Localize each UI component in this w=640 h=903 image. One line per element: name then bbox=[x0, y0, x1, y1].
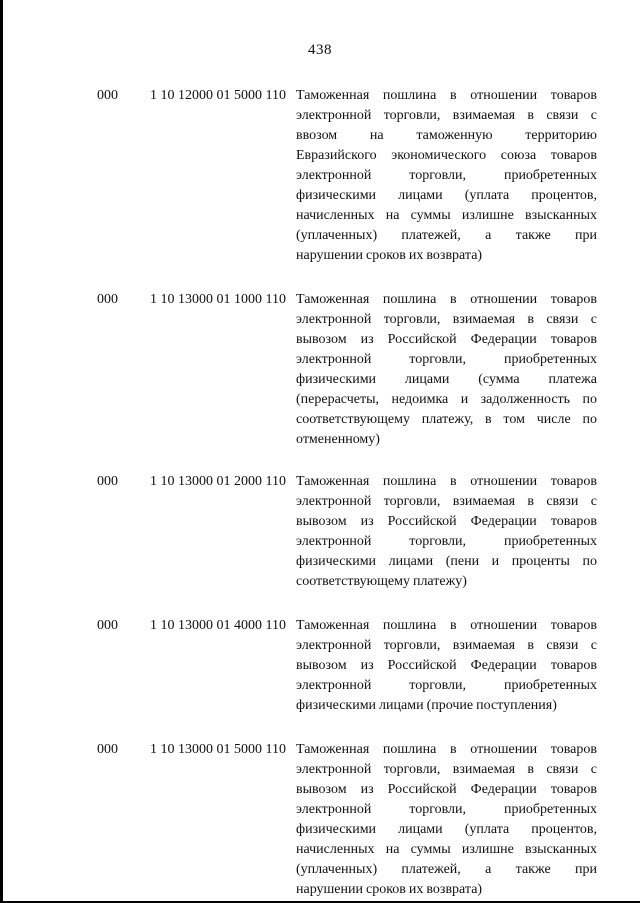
table-row bbox=[0, 616, 640, 716]
description-line: электронной торговли, взимаемая в связи с bbox=[296, 494, 597, 509]
administrator-code: 000 bbox=[97, 618, 118, 633]
description-line: электронной торговли, приобретенных bbox=[296, 802, 597, 817]
description-line: физическими лицами (сумма платежа bbox=[296, 372, 597, 387]
description-line: отмененному) bbox=[296, 432, 380, 447]
revenue-description bbox=[296, 86, 597, 266]
description-line: физическими лицами (уплата процентов, bbox=[296, 188, 597, 203]
description-line: электронной торговли, приобретенных bbox=[296, 168, 597, 183]
revenue-code: 1 10 13000 01 4000 110 bbox=[150, 618, 286, 633]
description-line: электронной торговли, взимаемая в связи с bbox=[296, 762, 597, 777]
description-line: начисленных на суммы излишне взысканных bbox=[296, 208, 597, 223]
revenue-code: 1 10 13000 01 5000 110 bbox=[150, 742, 286, 757]
description-line: электронной торговли, приобретенных bbox=[296, 678, 597, 693]
description-line: соответствующему платежу, в том числе по bbox=[296, 412, 597, 427]
description-line: физическими лицами (прочие поступления) bbox=[296, 698, 557, 713]
description-line: вывозом из Российской Федерации товаров bbox=[296, 332, 597, 347]
description-line: ввозом на таможенную территорию bbox=[296, 128, 597, 143]
revenue-code: 1 10 13000 01 1000 110 bbox=[150, 292, 286, 307]
description-line: (перерасчеты, недоимка и задолженность по bbox=[296, 392, 597, 407]
page-number: 438 bbox=[308, 42, 332, 58]
description-line: физическими лицами (пени и проценты по bbox=[296, 554, 597, 569]
description-line: соответствующему платежу) bbox=[296, 574, 467, 589]
description-line: электронной торговли, приобретенных bbox=[296, 534, 597, 549]
description-line: электронной торговли, взимаемая в связи с bbox=[296, 638, 597, 653]
description-line: вывозом из Российской Федерации товаров bbox=[296, 782, 597, 797]
administrator-code: 000 bbox=[97, 292, 118, 307]
classification-table bbox=[0, 86, 640, 900]
description-line: нарушении сроков их возврата) bbox=[296, 248, 483, 263]
table-row bbox=[0, 86, 640, 266]
description-line: Таможенная пошлина в отношении товаров bbox=[296, 474, 597, 489]
description-line: Таможенная пошлина в отношении товаров bbox=[296, 618, 597, 633]
description-line: (уплаченных) платежей, а также при bbox=[296, 228, 597, 243]
description-line: электронной торговли, взимаемая в связи с bbox=[296, 312, 597, 327]
revenue-description bbox=[296, 290, 597, 450]
description-line: Таможенная пошлина в отношении товаров bbox=[296, 88, 597, 103]
revenue-code: 1 10 12000 01 5000 110 bbox=[150, 88, 286, 103]
description-line: (уплаченных) платежей, а также при bbox=[296, 862, 597, 877]
description-line: Евразийского экономического союза товаров bbox=[296, 148, 597, 163]
description-line: вывозом из Российской Федерации товаров bbox=[296, 658, 597, 673]
revenue-description bbox=[296, 616, 597, 716]
description-line: Таможенная пошлина в отношении товаров bbox=[296, 742, 597, 757]
description-line: электронной торговли, приобретенных bbox=[296, 352, 597, 367]
revenue-code: 1 10 13000 01 2000 110 bbox=[150, 474, 286, 489]
table-row bbox=[0, 290, 640, 450]
description-line: вывозом из Российской Федерации товаров bbox=[296, 514, 597, 529]
description-line: электронной торговли, взимаемая в связи с bbox=[296, 108, 597, 123]
revenue-description bbox=[296, 740, 597, 900]
table-row bbox=[0, 740, 640, 900]
administrator-code: 000 bbox=[97, 88, 118, 103]
administrator-code: 000 bbox=[97, 474, 118, 489]
description-line: физическими лицами (уплата процентов, bbox=[296, 822, 597, 837]
table-row bbox=[0, 472, 640, 592]
description-line: Таможенная пошлина в отношении товаров bbox=[296, 292, 597, 307]
description-line: нарушении сроков их возврата) bbox=[296, 882, 483, 897]
revenue-description bbox=[296, 472, 597, 592]
description-line: начисленных на суммы излишне взысканных bbox=[296, 842, 597, 857]
administrator-code: 000 bbox=[97, 742, 118, 757]
